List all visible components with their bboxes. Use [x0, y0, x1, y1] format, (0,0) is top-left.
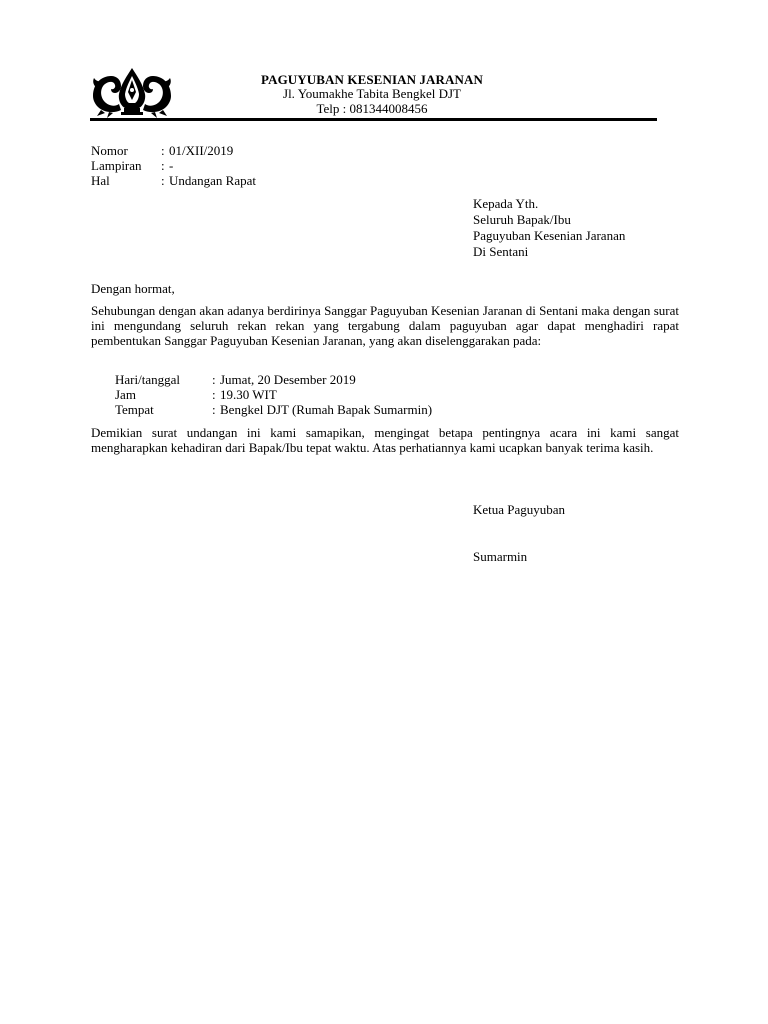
meta-row-nomor: [91, 143, 391, 158]
detail-row-time: [115, 387, 535, 402]
letterhead-divider: [90, 118, 657, 121]
meta-label: Lampiran: [91, 158, 142, 173]
meta-label: Nomor: [91, 143, 128, 158]
meta-colon: :: [161, 143, 165, 158]
detail-value: 19.30 WIT: [220, 387, 277, 402]
meta-value: 01/XII/2019: [169, 143, 234, 158]
detail-value: Bengkel DJT (Rumah Bapak Sumarmin): [220, 402, 433, 417]
letterhead-address: Jl. Youmakhe Tabita Bengkel DJT: [283, 86, 461, 101]
meta-colon: :: [161, 158, 165, 173]
recipient-line: Kepada Yth.: [473, 196, 539, 211]
letterhead-phone: Telp : 081344008456: [316, 101, 428, 116]
detail-row-date: [115, 372, 535, 387]
recipient-block: [473, 196, 683, 260]
letter-meta: [91, 143, 391, 188]
detail-label: Jam: [115, 387, 136, 402]
meta-value: -: [169, 158, 174, 173]
recipient-line: Seluruh Bapak/Ibu: [473, 212, 571, 227]
wayang-gunungan-logo-icon: [91, 66, 173, 118]
detail-colon: :: [212, 387, 216, 402]
detail-colon: :: [212, 372, 216, 387]
meta-value: Undangan Rapat: [169, 173, 257, 188]
salutation: Dengan hormat,: [91, 281, 175, 296]
signature-role: Ketua Paguyuban: [473, 502, 566, 517]
letterhead-organization: PAGUYUBAN KESENIAN JARANAN: [261, 72, 483, 87]
meta-row-hal: [91, 173, 391, 188]
detail-value: Jumat, 20 Desember 2019: [220, 372, 356, 387]
recipient-line: Paguyuban Kesenian Jaranan: [473, 228, 626, 243]
recipient-line: Di Sentani: [473, 244, 529, 259]
meta-colon: :: [161, 173, 165, 188]
body-paragraph-closing: Demikian surat undangan ini kami samapikan, mengingat betapa pentingnya acara ini kami sangat mengharapkan kehadiran dari Bapak/Ibu tepat waktu. Atas perhatiannya kami ucapkan banyak terima kasih.: [91, 425, 679, 455]
detail-label: Hari/tanggal: [115, 372, 180, 387]
signature-name: Sumarmin: [473, 549, 528, 564]
event-details: [115, 372, 535, 417]
detail-colon: :: [212, 402, 216, 417]
meta-row-lampiran: [91, 158, 391, 173]
meta-label: Hal: [91, 173, 110, 188]
body-paragraph-intro: Sehubungan dengan akan adanya berdirinya Sanggar Paguyuban Kesenian Jaranan di Sentani maka dengan surat ini mengundang seluruh rekan rekan yang tergabung dalam paguyuban agar dapat menghadiri rapat pembentukan Sanggar Paguyuban Kesenian Jaranan, yang akan diselenggarakan pada:: [91, 303, 679, 348]
detail-label: Tempat: [115, 402, 154, 417]
detail-row-place: [115, 402, 535, 417]
